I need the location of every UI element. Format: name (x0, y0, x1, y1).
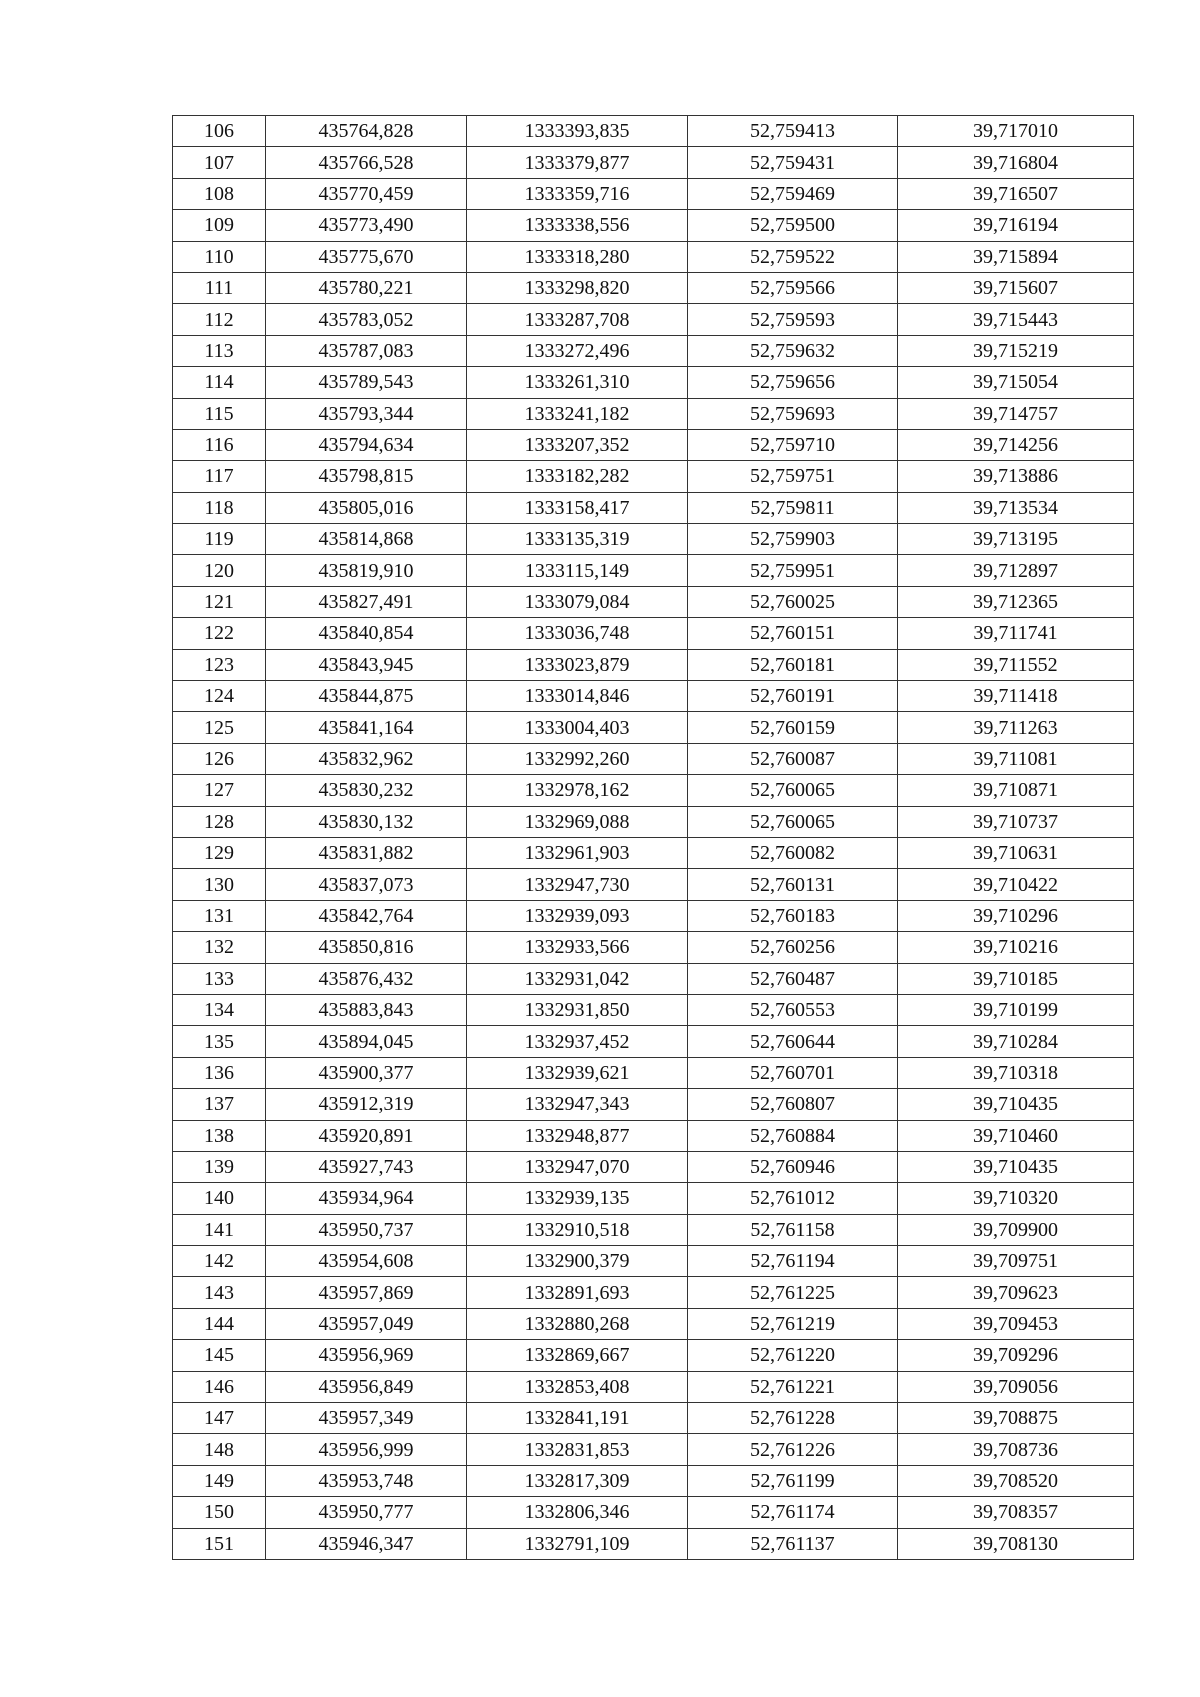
y-coordinate-cell: 1332841,191 (467, 1403, 688, 1434)
longitude-cell: 39,715607 (898, 272, 1134, 303)
table-row (173, 586, 1134, 617)
y-coordinate-cell: 1332806,346 (467, 1497, 688, 1528)
point-number-cell: 134 (173, 994, 266, 1025)
point-number-cell: 114 (173, 367, 266, 398)
latitude-cell: 52,761225 (688, 1277, 898, 1308)
latitude-cell: 52,759903 (688, 524, 898, 555)
longitude-cell: 39,711263 (898, 712, 1134, 743)
longitude-cell: 39,710199 (898, 994, 1134, 1025)
table-row (173, 1057, 1134, 1088)
point-number-cell: 108 (173, 178, 266, 209)
point-number-cell: 113 (173, 335, 266, 366)
y-coordinate-cell: 1332853,408 (467, 1371, 688, 1402)
latitude-cell: 52,760807 (688, 1089, 898, 1120)
latitude-cell: 52,761226 (688, 1434, 898, 1465)
y-coordinate-cell: 1332978,162 (467, 775, 688, 806)
longitude-cell: 39,711741 (898, 618, 1134, 649)
latitude-cell: 52,759413 (688, 116, 898, 147)
x-coordinate-cell: 435830,132 (266, 806, 467, 837)
point-number-cell: 144 (173, 1308, 266, 1339)
longitude-cell: 39,710296 (898, 900, 1134, 931)
x-coordinate-cell: 435770,459 (266, 178, 467, 209)
x-coordinate-cell: 435956,999 (266, 1434, 467, 1465)
longitude-cell: 39,713886 (898, 461, 1134, 492)
y-coordinate-cell: 1332931,042 (467, 963, 688, 994)
latitude-cell: 52,760487 (688, 963, 898, 994)
latitude-cell: 52,761221 (688, 1371, 898, 1402)
point-number-cell: 115 (173, 398, 266, 429)
latitude-cell: 52,760183 (688, 900, 898, 931)
table-row (173, 429, 1134, 460)
table-row (173, 1465, 1134, 1496)
table-row (173, 116, 1134, 147)
latitude-cell: 52,759951 (688, 555, 898, 586)
table-row (173, 1277, 1134, 1308)
latitude-cell: 52,761228 (688, 1403, 898, 1434)
coordinates-table (172, 115, 1134, 1560)
latitude-cell: 52,760065 (688, 806, 898, 837)
y-coordinate-cell: 1333207,352 (467, 429, 688, 460)
x-coordinate-cell: 435956,969 (266, 1340, 467, 1371)
point-number-cell: 122 (173, 618, 266, 649)
y-coordinate-cell: 1332869,667 (467, 1340, 688, 1371)
y-coordinate-cell: 1332937,452 (467, 1026, 688, 1057)
x-coordinate-cell: 435900,377 (266, 1057, 467, 1088)
table-row (173, 524, 1134, 555)
latitude-cell: 52,760151 (688, 618, 898, 649)
x-coordinate-cell: 435957,869 (266, 1277, 467, 1308)
latitude-cell: 52,761174 (688, 1497, 898, 1528)
y-coordinate-cell: 1332947,730 (467, 869, 688, 900)
longitude-cell: 39,708875 (898, 1403, 1134, 1434)
y-coordinate-cell: 1333135,319 (467, 524, 688, 555)
x-coordinate-cell: 435876,432 (266, 963, 467, 994)
point-number-cell: 111 (173, 272, 266, 303)
x-coordinate-cell: 435793,344 (266, 398, 467, 429)
longitude-cell: 39,715894 (898, 241, 1134, 272)
longitude-cell: 39,712897 (898, 555, 1134, 586)
point-number-cell: 131 (173, 900, 266, 931)
latitude-cell: 52,759710 (688, 429, 898, 460)
longitude-cell: 39,709056 (898, 1371, 1134, 1402)
table-row (173, 963, 1134, 994)
point-number-cell: 132 (173, 932, 266, 963)
latitude-cell: 52,759632 (688, 335, 898, 366)
longitude-cell: 39,711081 (898, 743, 1134, 774)
y-coordinate-cell: 1333298,820 (467, 272, 688, 303)
longitude-cell: 39,709751 (898, 1246, 1134, 1277)
table-row (173, 210, 1134, 241)
point-number-cell: 130 (173, 869, 266, 900)
point-number-cell: 137 (173, 1089, 266, 1120)
y-coordinate-cell: 1332933,566 (467, 932, 688, 963)
point-number-cell: 106 (173, 116, 266, 147)
x-coordinate-cell: 435841,164 (266, 712, 467, 743)
y-coordinate-cell: 1333261,310 (467, 367, 688, 398)
longitude-cell: 39,715443 (898, 304, 1134, 335)
point-number-cell: 146 (173, 1371, 266, 1402)
x-coordinate-cell: 435956,849 (266, 1371, 467, 1402)
longitude-cell: 39,710460 (898, 1120, 1134, 1151)
point-number-cell: 107 (173, 147, 266, 178)
x-coordinate-cell: 435787,083 (266, 335, 467, 366)
x-coordinate-cell: 435842,764 (266, 900, 467, 931)
table-row (173, 837, 1134, 868)
latitude-cell: 52,759522 (688, 241, 898, 272)
y-coordinate-cell: 1333241,182 (467, 398, 688, 429)
latitude-cell: 52,759500 (688, 210, 898, 241)
y-coordinate-cell: 1333023,879 (467, 649, 688, 680)
x-coordinate-cell: 435927,743 (266, 1151, 467, 1182)
y-coordinate-cell: 1332880,268 (467, 1308, 688, 1339)
x-coordinate-cell: 435832,962 (266, 743, 467, 774)
latitude-cell: 52,761199 (688, 1465, 898, 1496)
point-number-cell: 142 (173, 1246, 266, 1277)
point-number-cell: 138 (173, 1120, 266, 1151)
y-coordinate-cell: 1333115,149 (467, 555, 688, 586)
latitude-cell: 52,760644 (688, 1026, 898, 1057)
longitude-cell: 39,713534 (898, 492, 1134, 523)
point-number-cell: 139 (173, 1151, 266, 1182)
longitude-cell: 39,708130 (898, 1528, 1134, 1559)
x-coordinate-cell: 435934,964 (266, 1183, 467, 1214)
point-number-cell: 123 (173, 649, 266, 680)
x-coordinate-cell: 435883,843 (266, 994, 467, 1025)
latitude-cell: 52,759469 (688, 178, 898, 209)
longitude-cell: 39,709900 (898, 1214, 1134, 1245)
y-coordinate-cell: 1333379,877 (467, 147, 688, 178)
y-coordinate-cell: 1332891,693 (467, 1277, 688, 1308)
y-coordinate-cell: 1333393,835 (467, 116, 688, 147)
latitude-cell: 52,760131 (688, 869, 898, 900)
y-coordinate-cell: 1332817,309 (467, 1465, 688, 1496)
point-number-cell: 121 (173, 586, 266, 617)
point-number-cell: 128 (173, 806, 266, 837)
x-coordinate-cell: 435953,748 (266, 1465, 467, 1496)
table-row (173, 1246, 1134, 1277)
latitude-cell: 52,759693 (688, 398, 898, 429)
point-number-cell: 140 (173, 1183, 266, 1214)
table-row (173, 932, 1134, 963)
point-number-cell: 124 (173, 681, 266, 712)
table-row (173, 994, 1134, 1025)
x-coordinate-cell: 435780,221 (266, 272, 467, 303)
point-number-cell: 133 (173, 963, 266, 994)
table-row (173, 272, 1134, 303)
longitude-cell: 39,710435 (898, 1089, 1134, 1120)
longitude-cell: 39,709453 (898, 1308, 1134, 1339)
table-row (173, 1089, 1134, 1120)
table-row (173, 1120, 1134, 1151)
y-coordinate-cell: 1333318,280 (467, 241, 688, 272)
y-coordinate-cell: 1333004,403 (467, 712, 688, 743)
y-coordinate-cell: 1332961,903 (467, 837, 688, 868)
longitude-cell: 39,717010 (898, 116, 1134, 147)
y-coordinate-cell: 1332947,070 (467, 1151, 688, 1182)
x-coordinate-cell: 435946,347 (266, 1528, 467, 1559)
latitude-cell: 52,761137 (688, 1528, 898, 1559)
x-coordinate-cell: 435794,634 (266, 429, 467, 460)
point-number-cell: 145 (173, 1340, 266, 1371)
x-coordinate-cell: 435850,816 (266, 932, 467, 963)
point-number-cell: 148 (173, 1434, 266, 1465)
latitude-cell: 52,759566 (688, 272, 898, 303)
table-row (173, 681, 1134, 712)
y-coordinate-cell: 1332948,877 (467, 1120, 688, 1151)
latitude-cell: 52,759431 (688, 147, 898, 178)
table-row (173, 178, 1134, 209)
point-number-cell: 143 (173, 1277, 266, 1308)
table-row (173, 147, 1134, 178)
y-coordinate-cell: 1332900,379 (467, 1246, 688, 1277)
y-coordinate-cell: 1332939,621 (467, 1057, 688, 1088)
y-coordinate-cell: 1333287,708 (467, 304, 688, 335)
table-row (173, 743, 1134, 774)
table-row (173, 775, 1134, 806)
point-number-cell: 126 (173, 743, 266, 774)
latitude-cell: 52,760946 (688, 1151, 898, 1182)
longitude-cell: 39,716194 (898, 210, 1134, 241)
y-coordinate-cell: 1333359,716 (467, 178, 688, 209)
y-coordinate-cell: 1332910,518 (467, 1214, 688, 1245)
point-number-cell: 116 (173, 429, 266, 460)
point-number-cell: 129 (173, 837, 266, 868)
latitude-cell: 52,759811 (688, 492, 898, 523)
table-row (173, 1214, 1134, 1245)
longitude-cell: 39,714757 (898, 398, 1134, 429)
y-coordinate-cell: 1333338,556 (467, 210, 688, 241)
x-coordinate-cell: 435837,073 (266, 869, 467, 900)
table-row (173, 1026, 1134, 1057)
latitude-cell: 52,760553 (688, 994, 898, 1025)
latitude-cell: 52,761158 (688, 1214, 898, 1245)
longitude-cell: 39,708357 (898, 1497, 1134, 1528)
longitude-cell: 39,711418 (898, 681, 1134, 712)
latitude-cell: 52,761194 (688, 1246, 898, 1277)
y-coordinate-cell: 1332947,343 (467, 1089, 688, 1120)
x-coordinate-cell: 435957,349 (266, 1403, 467, 1434)
longitude-cell: 39,715219 (898, 335, 1134, 366)
x-coordinate-cell: 435764,828 (266, 116, 467, 147)
point-number-cell: 136 (173, 1057, 266, 1088)
longitude-cell: 39,710631 (898, 837, 1134, 868)
x-coordinate-cell: 435894,045 (266, 1026, 467, 1057)
latitude-cell: 52,760159 (688, 712, 898, 743)
y-coordinate-cell: 1332992,260 (467, 743, 688, 774)
point-number-cell: 118 (173, 492, 266, 523)
longitude-cell: 39,710185 (898, 963, 1134, 994)
longitude-cell: 39,716804 (898, 147, 1134, 178)
point-number-cell: 147 (173, 1403, 266, 1434)
table-row (173, 649, 1134, 680)
latitude-cell: 52,760191 (688, 681, 898, 712)
y-coordinate-cell: 1332969,088 (467, 806, 688, 837)
latitude-cell: 52,760025 (688, 586, 898, 617)
table-row (173, 398, 1134, 429)
longitude-cell: 39,710737 (898, 806, 1134, 837)
point-number-cell: 112 (173, 304, 266, 335)
table-row (173, 1371, 1134, 1402)
table-row (173, 304, 1134, 335)
x-coordinate-cell: 435814,868 (266, 524, 467, 555)
longitude-cell: 39,716507 (898, 178, 1134, 209)
x-coordinate-cell: 435840,854 (266, 618, 467, 649)
point-number-cell: 110 (173, 241, 266, 272)
longitude-cell: 39,710435 (898, 1151, 1134, 1182)
point-number-cell: 141 (173, 1214, 266, 1245)
longitude-cell: 39,710284 (898, 1026, 1134, 1057)
table-row (173, 1340, 1134, 1371)
table-row (173, 900, 1134, 931)
point-number-cell: 109 (173, 210, 266, 241)
y-coordinate-cell: 1333079,084 (467, 586, 688, 617)
point-number-cell: 120 (173, 555, 266, 586)
x-coordinate-cell: 435819,910 (266, 555, 467, 586)
x-coordinate-cell: 435773,490 (266, 210, 467, 241)
latitude-cell: 52,759656 (688, 367, 898, 398)
x-coordinate-cell: 435957,049 (266, 1308, 467, 1339)
x-coordinate-cell: 435805,016 (266, 492, 467, 523)
x-coordinate-cell: 435843,945 (266, 649, 467, 680)
longitude-cell: 39,714256 (898, 429, 1134, 460)
x-coordinate-cell: 435775,670 (266, 241, 467, 272)
table-row (173, 1183, 1134, 1214)
longitude-cell: 39,715054 (898, 367, 1134, 398)
latitude-cell: 52,760256 (688, 932, 898, 963)
longitude-cell: 39,710422 (898, 869, 1134, 900)
table-row (173, 241, 1134, 272)
point-number-cell: 127 (173, 775, 266, 806)
x-coordinate-cell: 435950,777 (266, 1497, 467, 1528)
coordinates-table-body (173, 116, 1134, 1560)
x-coordinate-cell: 435954,608 (266, 1246, 467, 1277)
x-coordinate-cell: 435830,232 (266, 775, 467, 806)
y-coordinate-cell: 1332931,850 (467, 994, 688, 1025)
table-row (173, 1434, 1134, 1465)
longitude-cell: 39,708520 (898, 1465, 1134, 1496)
longitude-cell: 39,710320 (898, 1183, 1134, 1214)
latitude-cell: 52,761219 (688, 1308, 898, 1339)
table-row (173, 1308, 1134, 1339)
latitude-cell: 52,760181 (688, 649, 898, 680)
x-coordinate-cell: 435766,528 (266, 147, 467, 178)
table-row (173, 712, 1134, 743)
point-number-cell: 149 (173, 1465, 266, 1496)
longitude-cell: 39,709623 (898, 1277, 1134, 1308)
x-coordinate-cell: 435798,815 (266, 461, 467, 492)
point-number-cell: 117 (173, 461, 266, 492)
longitude-cell: 39,710318 (898, 1057, 1134, 1088)
longitude-cell: 39,713195 (898, 524, 1134, 555)
table-row (173, 869, 1134, 900)
table-row (173, 1151, 1134, 1182)
point-number-cell: 151 (173, 1528, 266, 1559)
latitude-cell: 52,759751 (688, 461, 898, 492)
latitude-cell: 52,760884 (688, 1120, 898, 1151)
longitude-cell: 39,712365 (898, 586, 1134, 617)
table-row (173, 806, 1134, 837)
point-number-cell: 119 (173, 524, 266, 555)
table-row (173, 492, 1134, 523)
x-coordinate-cell: 435827,491 (266, 586, 467, 617)
table-row (173, 1528, 1134, 1559)
y-coordinate-cell: 1332939,093 (467, 900, 688, 931)
table-row (173, 555, 1134, 586)
table-row (173, 367, 1134, 398)
longitude-cell: 39,711552 (898, 649, 1134, 680)
y-coordinate-cell: 1333158,417 (467, 492, 688, 523)
point-number-cell: 135 (173, 1026, 266, 1057)
y-coordinate-cell: 1333014,846 (467, 681, 688, 712)
x-coordinate-cell: 435789,543 (266, 367, 467, 398)
y-coordinate-cell: 1332791,109 (467, 1528, 688, 1559)
x-coordinate-cell: 435783,052 (266, 304, 467, 335)
latitude-cell: 52,761220 (688, 1340, 898, 1371)
y-coordinate-cell: 1332831,853 (467, 1434, 688, 1465)
longitude-cell: 39,708736 (898, 1434, 1134, 1465)
table-row (173, 335, 1134, 366)
point-number-cell: 150 (173, 1497, 266, 1528)
table-row (173, 1403, 1134, 1434)
latitude-cell: 52,760701 (688, 1057, 898, 1088)
longitude-cell: 39,710871 (898, 775, 1134, 806)
latitude-cell: 52,760082 (688, 837, 898, 868)
table-row (173, 618, 1134, 649)
latitude-cell: 52,760087 (688, 743, 898, 774)
x-coordinate-cell: 435950,737 (266, 1214, 467, 1245)
x-coordinate-cell: 435912,319 (266, 1089, 467, 1120)
latitude-cell: 52,759593 (688, 304, 898, 335)
longitude-cell: 39,709296 (898, 1340, 1134, 1371)
y-coordinate-cell: 1333036,748 (467, 618, 688, 649)
table-row (173, 461, 1134, 492)
x-coordinate-cell: 435920,891 (266, 1120, 467, 1151)
y-coordinate-cell: 1333182,282 (467, 461, 688, 492)
longitude-cell: 39,710216 (898, 932, 1134, 963)
y-coordinate-cell: 1332939,135 (467, 1183, 688, 1214)
x-coordinate-cell: 435844,875 (266, 681, 467, 712)
latitude-cell: 52,761012 (688, 1183, 898, 1214)
x-coordinate-cell: 435831,882 (266, 837, 467, 868)
point-number-cell: 125 (173, 712, 266, 743)
latitude-cell: 52,760065 (688, 775, 898, 806)
table-row (173, 1497, 1134, 1528)
y-coordinate-cell: 1333272,496 (467, 335, 688, 366)
